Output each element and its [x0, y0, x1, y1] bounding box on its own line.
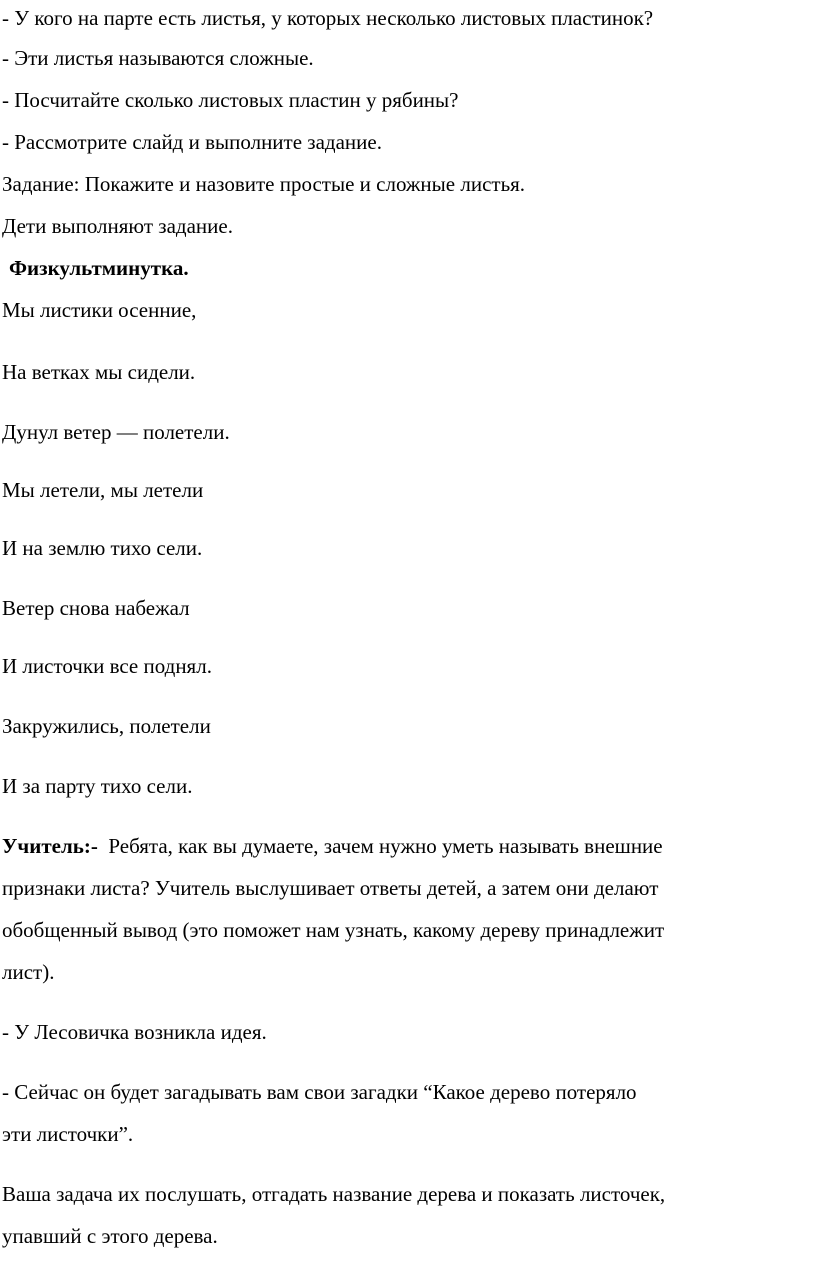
intro-line-3: - Посчитайте сколько листовых пластин у рябины? — [2, 88, 459, 112]
teacher-line-4: лист). — [2, 960, 55, 984]
riddle-line-1: - Сейчас он будет загадывать вам свои загадки “Какое дерево потеряло — [2, 1080, 637, 1104]
intro-line-2: - Эти листья называются сложные. — [2, 46, 314, 70]
intro-line-4: - Рассмотрите слайд и выполните задание. — [2, 130, 382, 154]
intro-line-1: - У кого на парте есть листья, у которых несколько листовых пластинок? — [2, 6, 654, 30]
task-line-2: упавший с этого дерева. — [2, 1224, 218, 1248]
teacher-line-2: признаки листа? Учитель выслушивает ответы детей, а затем они делают — [2, 876, 659, 900]
poem-line: Мы листики осенние, — [2, 298, 197, 322]
teacher-line-3: обобщенный вывод (это поможет нам узнать, какому дереву принадлежит — [2, 918, 665, 942]
poem-line: Закружились, полетели — [2, 714, 211, 738]
task-line-1: Ваша задача их послушать, отгадать название дерева и показать листочек, — [2, 1182, 666, 1206]
poem-line: И листочки все поднял. — [2, 654, 212, 678]
poem-line: И на землю тихо сели. — [2, 536, 203, 560]
poem-line: Ветер снова набежал — [2, 596, 190, 620]
riddle-line-2: эти листочки”. — [2, 1122, 134, 1146]
teacher-label: Учитель:- — [2, 834, 98, 858]
intro-line-5: Задание: Покажите и назовите простые и сложные листья. — [2, 172, 526, 196]
teacher-line-1 — [2, 834, 663, 858]
poem-line: И за парту тихо сели. — [2, 774, 193, 798]
poem-line: Дунул ветер — полетели. — [2, 420, 230, 444]
poem-line: На ветках мы сидели. — [2, 360, 196, 384]
idea-line: - У Лесовичка возникла идея. — [2, 1020, 267, 1044]
heading-fizkultminutka: Физкультминутка. — [9, 256, 189, 280]
intro-line-6: Дети выполняют задание. — [2, 214, 233, 238]
teacher-text-1: Ребята, как вы думаете, зачем нужно уметь называть внешние — [108, 834, 663, 858]
poem-line: Мы летели, мы летели — [2, 478, 204, 502]
